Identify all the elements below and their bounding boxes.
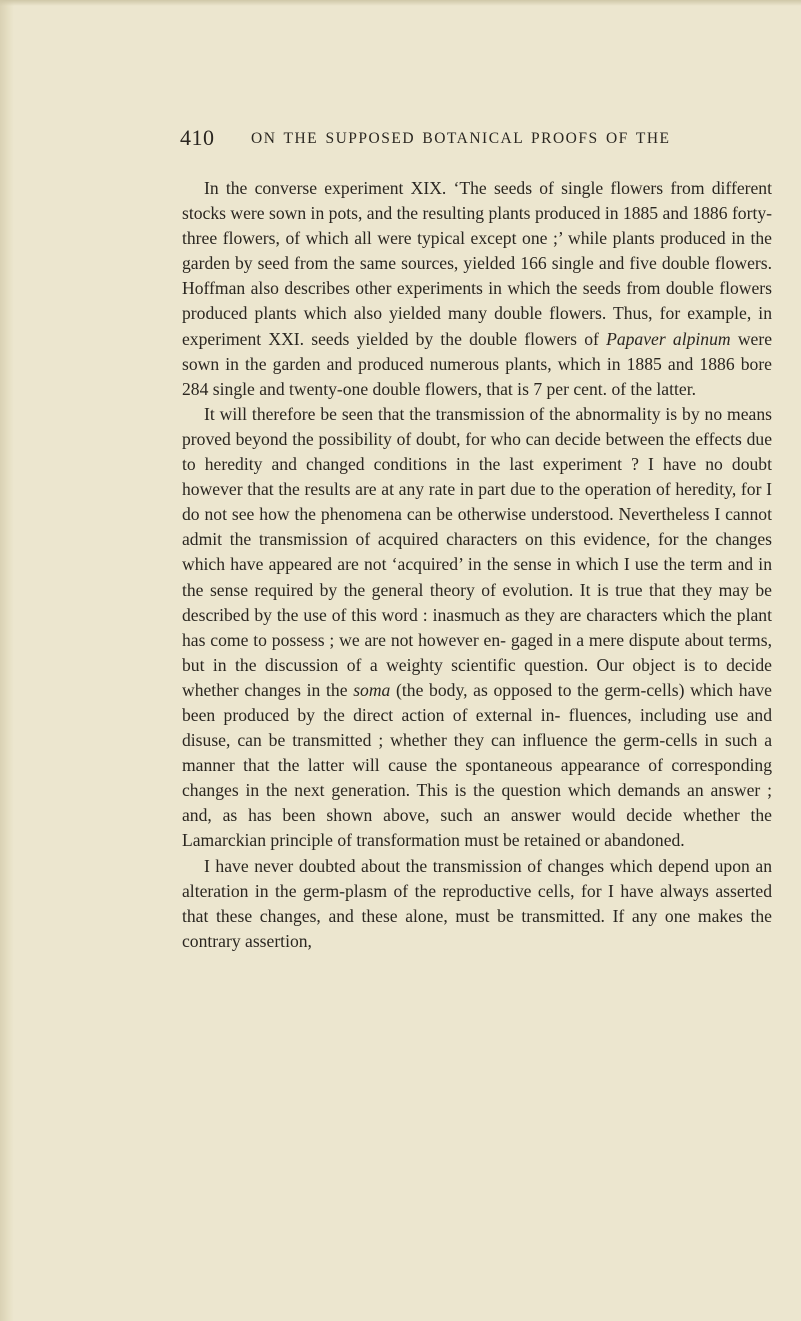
- paragraph-1: [182, 176, 772, 402]
- soma-term: soma: [353, 679, 391, 700]
- page-number: 410: [180, 125, 215, 150]
- page-edge-shadow: [0, 0, 14, 1321]
- paragraph-2-text-b: (the body, as opposed to the germ-cells) which have been produced by the direct action of external in- fluences, including use and disuse, can be transmitted ; whether they can influence the germ-cells in such a manner that the latter will cause the spontaneous appearance of corresponding changes in the next generation. This is the question which demands an answer ; and, as has been shown above, such an answer would decide whether the Lamarckian principle of transformation must be retained or abandoned.: [182, 679, 772, 851]
- page-top-shadow: [0, 0, 801, 6]
- running-head: [0, 125, 801, 155]
- running-title: ON THE SUPPOSED BOTANICAL PROOFS OF THE: [251, 130, 671, 147]
- paragraph-3: [182, 854, 772, 954]
- paragraph-2-text-a: It will therefore be seen that the transmission of the abnormality is by no means proved beyond the possibility of doubt, for who can decide between the effects due to heredity and changed conditions in the last experiment ? I have no doubt however that the results are at any rate in part due to the operation of heredity, for I do not see how the phenomena can be otherwise understood. Nevertheless I cannot admit the transmission of acquired characters on this evidence, for the changes which have appeared are not ‘acquired’ in the sense in which I use the term and in the sense required by the general theory of evolution. It is true that they may be described by the use of this word : inasmuch as they are characters which the plant has come to possess ; we are not however en- gaged in a mere dispute about terms, but in the discussion of a weighty scientific question. Our object is to decide whether changes in the: [182, 403, 772, 700]
- paragraph-1-text-a: In the converse experiment XIX. ‘The seeds of single flowers from different stocks were sown in pots, and the resulting plants produced in 1885 and 1886 forty-three flowers, of which all were typical except one ;’ while plants produced in the garden by seed from the same sources, yielded 166 single and five double flowers. Hoffman also describes other experiments in which the seeds from double flowers produced plants which also yielded many double flowers. Thus, for example, in experiment XXI. seeds yielded by the double flowers of: [182, 178, 772, 349]
- species-name: Papaver alpinum: [606, 328, 731, 349]
- paragraph-3-text: I have never doubted about the transmission of changes which depend upon an alteration in the germ-plasm of the reproductive cells, for I have always asserted that these changes, and these alone, must be transmitted. If any one makes the contrary assertion,: [182, 855, 772, 951]
- paragraph-1-text-b: were sown in the garden and produced numerous plants, which in 1885 and 1886 bore 284 single and twenty-one double flowers, that is 7 per cent. of the latter.: [182, 328, 772, 399]
- body-text: [182, 176, 772, 954]
- paragraph-2: [182, 402, 772, 854]
